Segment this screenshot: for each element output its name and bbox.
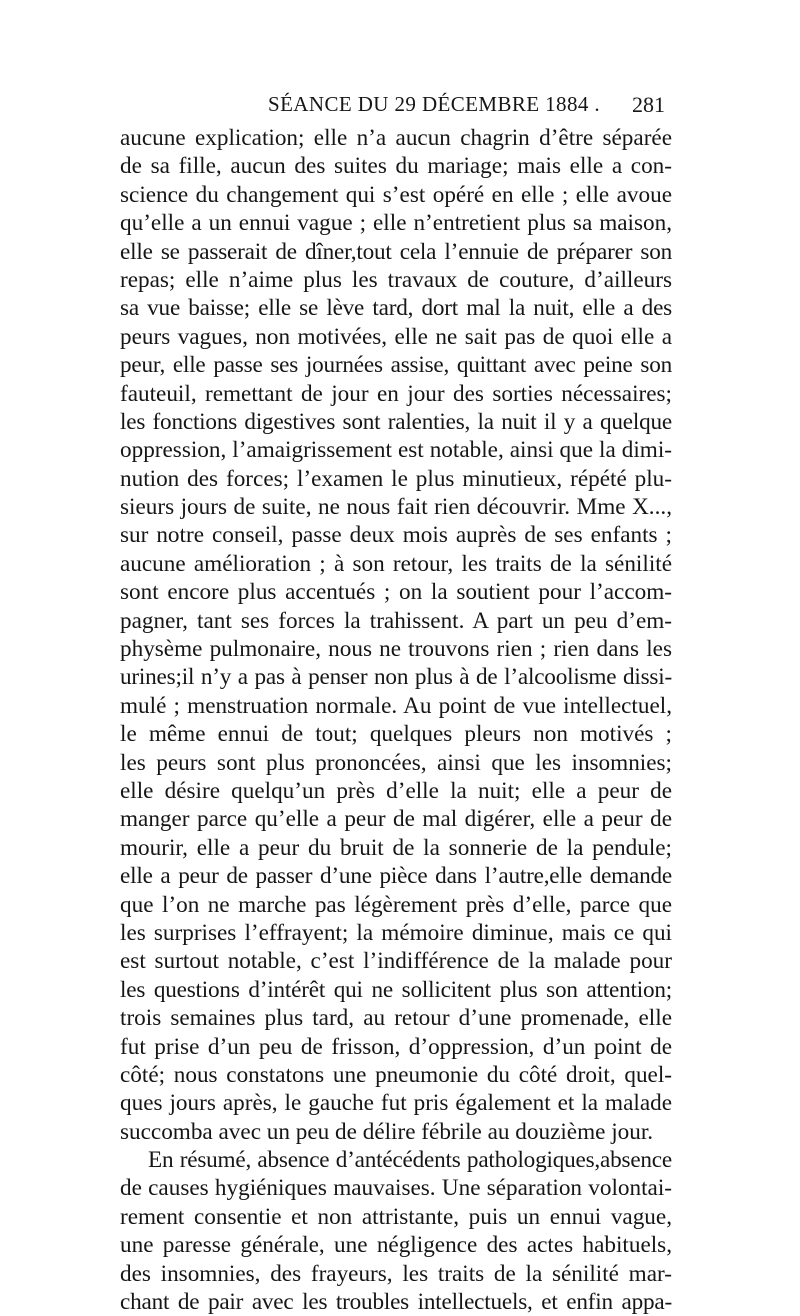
text-line: sont encore plus accentués ; on la soutient pour l’accom-	[120, 579, 672, 606]
text-line: sieurs jours de suite, ne nous fait rien découvrir. Mme X...,	[120, 494, 672, 521]
text-line: le même ennui de tout; quelques pleurs non motivés ;	[120, 721, 672, 748]
text-line: mulé ; menstruation normale. Au point de vue intellectuel,	[120, 692, 672, 719]
text-line: chant de pair avec les troubles intellectuels, et enfin appa-	[120, 1289, 672, 1316]
text-line: de sa fille, aucun des suites du mariage; mais elle a con-	[120, 153, 672, 180]
text-line: urines;il n’y a pas à penser non plus à de l’alcoolisme dissi-	[120, 664, 672, 691]
text-line: fut prise d’un peu de frisson, d’oppression, d’un point de	[120, 1033, 672, 1060]
text-line: côté; nous constatons une pneumonie du côté droit, quel-	[120, 1061, 672, 1088]
page-number: 281	[632, 92, 665, 117]
text-line: nution des forces; l’examen le plus minutieux, répété plu-	[120, 465, 672, 492]
text-line: science du changement qui s’est opéré en elle ; elle avoue	[120, 181, 672, 208]
running-head	[120, 92, 665, 126]
text-line: oppression, l’amaigrissement est notable, ainsi que la dimi-	[120, 437, 672, 464]
text-line: peur, elle passe ses journées assise, quittant avec peine son	[120, 352, 672, 379]
text-line: elle a peur de passer d’une pièce dans l’autre,elle demande	[120, 863, 672, 890]
text-line: peurs vagues, non motivées, elle ne sait pas de quoi elle a	[120, 323, 672, 350]
text-line: aucune amélioration ; à son retour, les traits de la sénilité	[120, 550, 672, 577]
text-line: sa vue baisse; elle se lève tard, dort mal la nuit, elle a des	[120, 295, 672, 322]
text-line: physème pulmonaire, nous ne trouvons rien ; rien dans les	[120, 636, 672, 663]
text-line: les questions d’intérêt qui ne sollicitent plus son attention;	[120, 976, 672, 1003]
text-line: elle se passerait de dîner,tout cela l’ennuie de préparer son	[120, 238, 672, 265]
text-line: est surtout notable, c’est l’indifférence de la malade pour	[120, 948, 672, 975]
text-line: succomba avec un peu de délire fébrile au douzième jour.	[120, 1118, 654, 1145]
text-line: des insomnies, des frayeurs, les traits de la sénilité mar-	[120, 1260, 672, 1287]
text-line: En résumé, absence d’antécédents pathologiques,absence	[148, 1147, 672, 1174]
text-line: trois semaines plus tard, au retour d’une promenade, elle	[120, 1005, 672, 1032]
text-line: elle désire quelqu’un près d’elle la nuit; elle a peur de	[120, 777, 672, 804]
text-line: pagner, tant ses forces la trahissent. A part un peu d’em-	[120, 607, 672, 634]
running-title: SÉANCE DU 29 DÉCEMBRE 1884 .	[268, 92, 601, 116]
text-line: que l’on ne marche pas légèrement près d’elle, parce que	[120, 891, 672, 918]
text-line: qu’elle a un ennui vague ; elle n’entretient plus sa maison,	[120, 210, 672, 237]
text-line: repas; elle n’aime plus les travaux de couture, d’ailleurs	[120, 266, 672, 293]
text-line: les surprises l’effrayent; la mémoire diminue, mais ce qui	[120, 919, 672, 946]
text-line: fauteuil, remettant de jour en jour des sorties nécessaires;	[120, 380, 672, 407]
text-line: sur notre conseil, passe deux mois auprès de ses enfants ;	[120, 522, 672, 549]
text-line: manger parce qu’elle a peur de mal digérer, elle a peur de	[120, 806, 672, 833]
text-line: rement consentie et non attristante, puis un ennui vague,	[120, 1203, 672, 1230]
text-line: ques jours après, le gauche fut pris également et la malade	[120, 1090, 672, 1117]
text-line: aucune explication; elle n’a aucun chagrin d’être séparée	[120, 125, 672, 151]
text-line: mourir, elle a peur du bruit de la sonnerie de la pendule;	[120, 834, 672, 861]
text-line: une paresse générale, une négligence des actes habituels,	[120, 1232, 672, 1259]
text-line: les peurs sont plus prononcées, ainsi que les insomnies;	[120, 749, 672, 776]
body-text	[120, 124, 672, 1316]
text-line: de causes hygiéniques mauvaises. Une séparation volontai-	[120, 1175, 672, 1202]
text-line: les fonctions digestives sont ralenties, la nuit il y a quelque	[120, 408, 672, 435]
